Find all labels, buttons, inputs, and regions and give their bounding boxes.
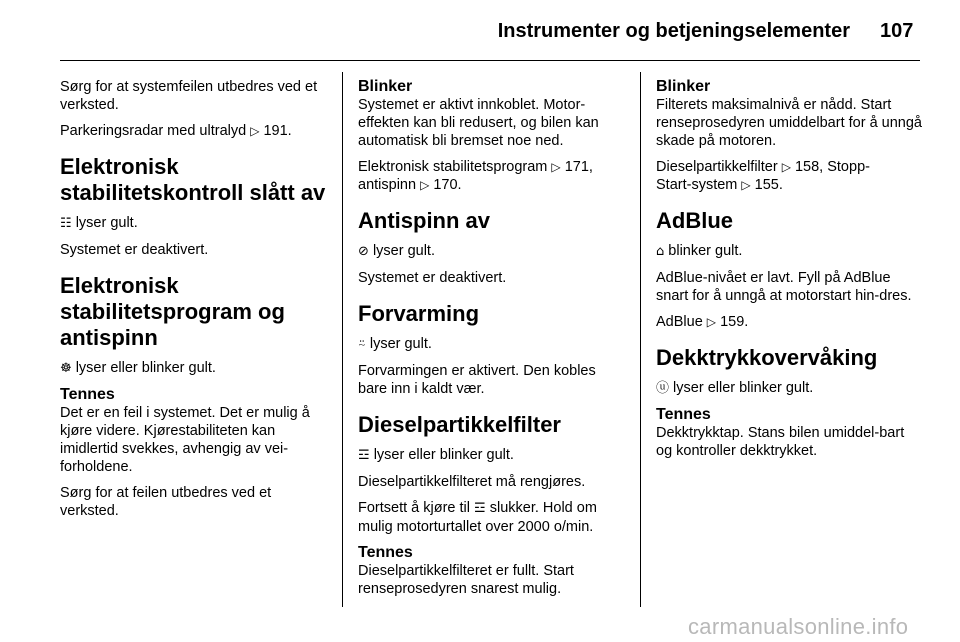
- paragraph: Systemet er aktivt innkoblet. Motor-effekten kan bli redusert, og bilen kan automatisk bli bremset noe ned.: [358, 97, 599, 149]
- section-heading: Antispinn av: [358, 208, 491, 233]
- section-heading: Dekktrykkovervåking: [656, 345, 878, 370]
- header-rule: [60, 60, 920, 61]
- adblue-icon: ⌂: [656, 244, 665, 259]
- page-reference-arrow-icon: ▷: [781, 160, 791, 174]
- esc-off-warning-icon: ☷: [60, 216, 72, 231]
- paragraph: Dieselpartikkelfilter ▷ 158, Stopp- Start-system ▷ 155.: [656, 159, 870, 193]
- subheading: Blinker: [358, 78, 413, 95]
- column-3: [656, 78, 922, 468]
- page-number: 107: [880, 20, 914, 42]
- diesel-particle-filter-icon: ☲: [358, 448, 370, 463]
- paragraph: Dieselpartikkelfilteret må rengjøres.: [358, 474, 586, 490]
- paragraph: Dieselpartikkelfilteret er fullt. Start renseprosedyren snarest mulig.: [358, 563, 574, 597]
- column-2: [358, 78, 624, 606]
- paragraph: Filterets maksimalnivå er nådd. Start renseprosedyren umiddelbart for å unngå skade på motoren.: [656, 97, 922, 149]
- section-heading: Elektronisk stabilitetsprogram og antispinn: [60, 273, 285, 350]
- page-header-title: Instrumenter og betjeningselementer: [497, 20, 850, 42]
- subheading: Tennes: [60, 386, 115, 403]
- watermark: carmanualsonline.info: [688, 614, 909, 639]
- subheading: Blinker: [656, 78, 711, 95]
- subheading: Tennes: [656, 406, 711, 423]
- paragraph: AdBlue ▷ 159.: [656, 314, 749, 330]
- glow-plug-icon: ⍨: [358, 337, 366, 352]
- traction-control-off-icon: ⊘: [358, 244, 369, 259]
- subheading: Tennes: [358, 544, 413, 561]
- diesel-particle-filter-icon: ☲: [474, 501, 486, 516]
- paragraph: Forvarmingen er aktivert. Den kobles bare inn i kaldt vær.: [358, 363, 596, 397]
- paragraph: ⍨ lyser gult.: [358, 336, 432, 352]
- column-divider-2: [640, 72, 641, 607]
- paragraph: ⓤ lyser eller blinker gult.: [656, 380, 814, 396]
- page-reference-arrow-icon: ▷: [741, 178, 751, 192]
- paragraph: ☷ lyser gult.: [60, 215, 138, 231]
- paragraph: Sørg for at systemfeilen utbedres ved et verksted.: [60, 79, 318, 113]
- paragraph: ☸ lyser eller blinker gult.: [60, 360, 216, 376]
- page-reference-arrow-icon: ▷: [551, 160, 561, 174]
- paragraph: Systemet er deaktivert.: [60, 242, 209, 258]
- section-heading: Elektronisk stabilitetskontroll slått av: [60, 154, 326, 205]
- paragraph: Elektronisk stabilitetsprogram ▷ 171, antispinn ▷ 170.: [358, 159, 593, 193]
- paragraph: Sørg for at feilen utbedres ved et verksted.: [60, 485, 272, 519]
- paragraph: Parkeringsradar med ultralyd ▷ 191.: [60, 123, 292, 139]
- paragraph: Det er en feil i systemet. Det er mulig å kjøre videre. Kjørestabiliteten kan imidlertid svekkes, avhengig av vei-forholdene.: [60, 405, 310, 475]
- column-1: [60, 78, 326, 528]
- paragraph: ⊘ lyser gult.: [358, 243, 435, 259]
- section-heading: AdBlue: [656, 208, 733, 233]
- paragraph: ☲ lyser eller blinker gult.: [358, 447, 514, 463]
- paragraph: AdBlue-nivået er lavt. Fyll på AdBlue snart for å unngå at motorstart hin-dres.: [656, 270, 912, 304]
- paragraph: ⌂ blinker gult.: [656, 243, 743, 259]
- section-heading: Dieselpartikkelfilter: [358, 412, 561, 437]
- page-reference-arrow-icon: ▷: [420, 178, 430, 192]
- esc-warning-icon: ☸: [60, 361, 72, 376]
- tire-pressure-icon: ⓤ: [656, 381, 670, 396]
- section-heading: Forvarming: [358, 301, 480, 326]
- column-divider-1: [342, 72, 343, 607]
- paragraph: Dekktrykktap. Stans bilen umiddel-bart og kontroller dekktrykket.: [656, 425, 905, 459]
- paragraph: Systemet er deaktivert.: [358, 270, 507, 286]
- page-reference-arrow-icon: ▷: [706, 315, 717, 329]
- page-reference-arrow-icon: ▷: [250, 124, 260, 138]
- paragraph: Fortsett å kjøre til ☲ slukker. Hold om mulig motorturtallet over 2000 o/min.: [358, 500, 597, 535]
